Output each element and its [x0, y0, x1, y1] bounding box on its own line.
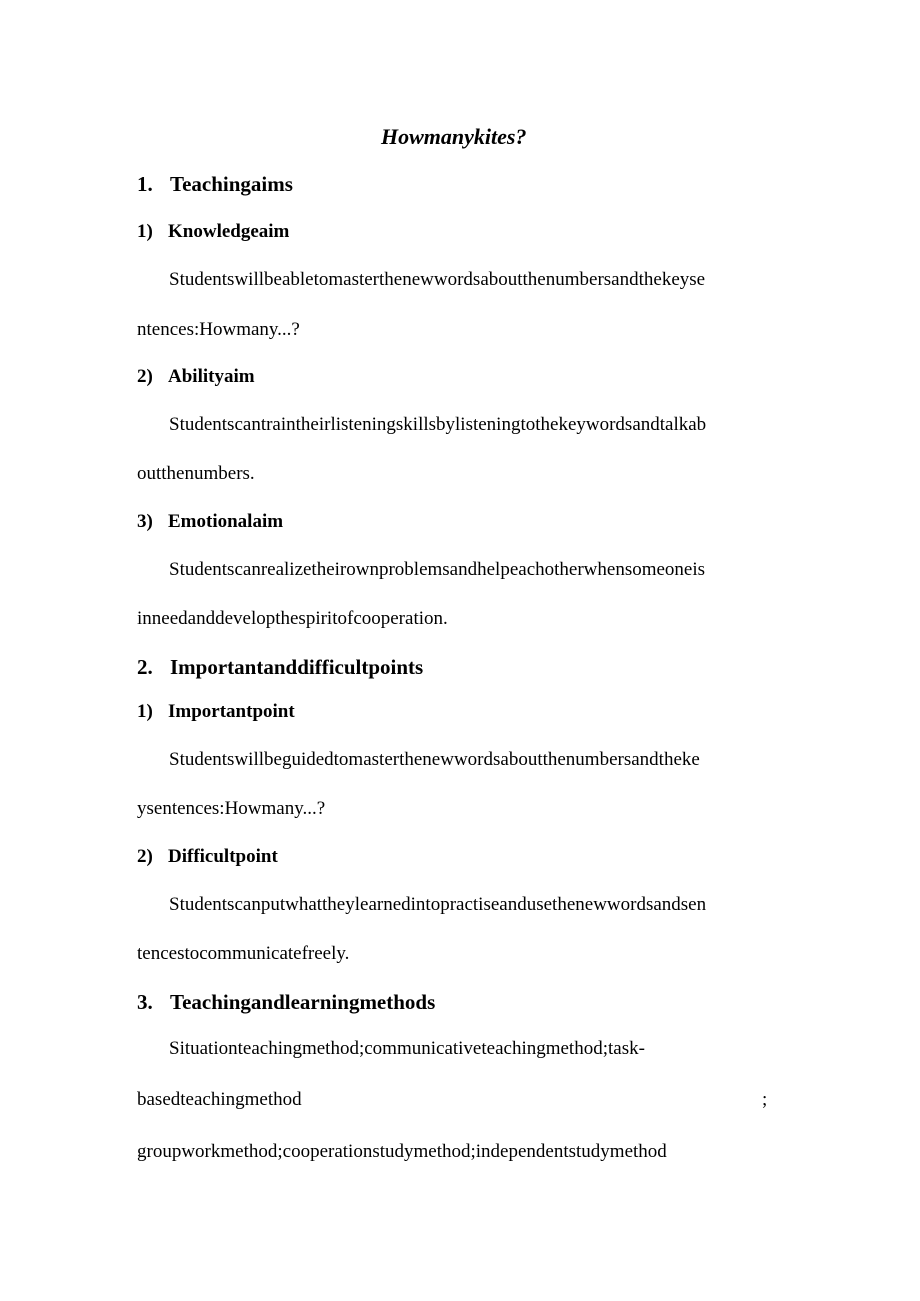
paragraph-line: ntences:Howmany...?	[137, 319, 300, 340]
section-number: 2.	[137, 655, 153, 679]
subsection-number: 3)	[137, 511, 153, 532]
section-heading-important-difficult-points	[137, 655, 423, 680]
paragraph-line: Situationteachingmethod;communicativeteachingmethod;task-	[169, 1038, 645, 1059]
section-title: Teachingandlearningmethods	[170, 990, 436, 1014]
subheading-emotional-aim	[137, 511, 283, 533]
document-title: Howmanykites?	[381, 124, 527, 149]
subsection-number: 1)	[137, 701, 153, 722]
section-title: Teachingaims	[170, 172, 293, 196]
section-heading-teaching-aims	[137, 172, 293, 197]
subheading-difficult-point	[137, 846, 278, 868]
subsection-title: Importantpoint	[168, 701, 295, 722]
paragraph-line: inneedanddevelopthespiritofcooperation.	[137, 608, 448, 629]
paragraph-line: outthenumbers.	[137, 463, 255, 484]
paragraph-line-semicolon: ;	[762, 1089, 768, 1110]
subsection-number: 2)	[137, 846, 153, 867]
section-heading-teaching-learning-methods	[137, 990, 435, 1015]
paragraph-line: tencestocommunicatefreely.	[137, 943, 350, 964]
paragraph-line: groupworkmethod;cooperationstudymethod;independentstudymethod	[137, 1141, 667, 1162]
paragraph-line: ysentences:Howmany...?	[137, 798, 326, 819]
section-number: 3.	[137, 990, 153, 1014]
subsection-title: Knowledgeaim	[168, 221, 290, 242]
subsection-title: Difficultpoint	[168, 846, 278, 867]
paragraph-line: Studentscantraintheirlisteningskillsbylisteningtothekeywordsandtalkab	[169, 414, 707, 435]
paragraph-line: Studentswillbeguidedtomasterthenewwordsaboutthenumbersandtheke	[169, 749, 700, 770]
subheading-knowledge-aim	[137, 221, 289, 243]
section-number: 1.	[137, 172, 153, 196]
subsection-number: 1)	[137, 221, 153, 242]
paragraph-line: basedteachingmethod	[137, 1089, 302, 1110]
subsection-title: Emotionalaim	[168, 511, 284, 532]
subsection-number: 2)	[137, 366, 153, 387]
section-title: Importantanddifficultpoints	[170, 655, 424, 679]
paragraph-line: Studentscanputwhattheylearnedintopractiseandusethenewwordsandsen	[169, 894, 707, 915]
paragraph-line: Studentscanrealizetheirownproblemsandhelpeachotherwhensomeoneis	[169, 559, 706, 580]
paragraph-line: Studentswillbeabletomasterthenewwordsaboutthenumbersandthekeyse	[169, 269, 706, 290]
subheading-important-point	[137, 701, 295, 723]
subsection-title: Abilityaim	[168, 366, 255, 387]
subheading-ability-aim	[137, 366, 255, 388]
